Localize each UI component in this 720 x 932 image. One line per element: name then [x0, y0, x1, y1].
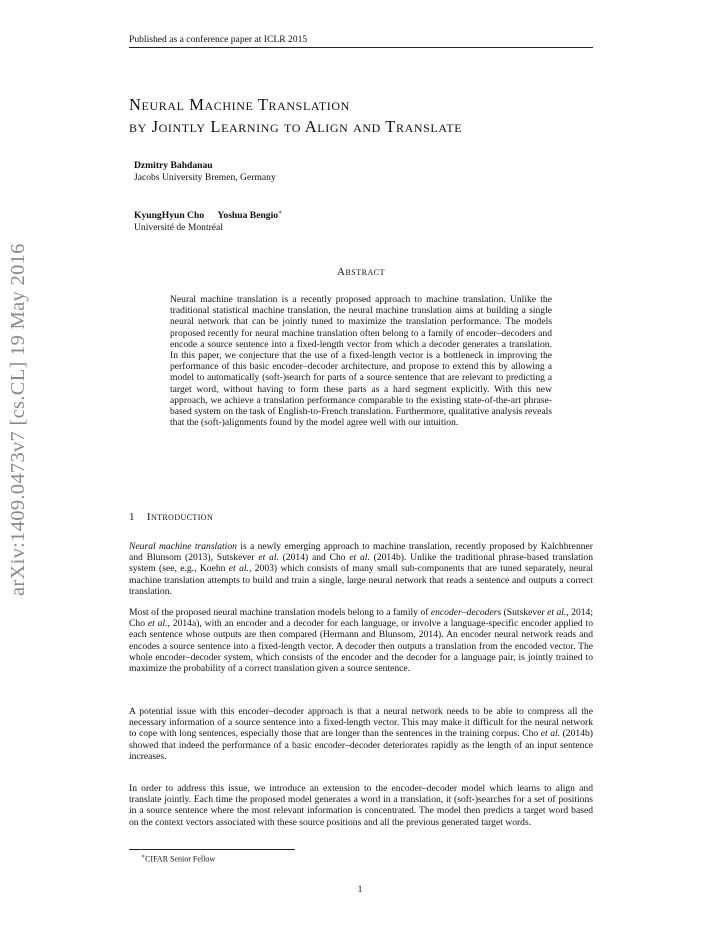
- text-span: is a newly emerging approach to machine translation, recently proposed by Kalchbrenner and Blunsom (2013), Sutskever: [129, 541, 593, 564]
- footnote-rule: [129, 849, 295, 850]
- text-span: A potential issue with this encoder–decoder approach is that a neural network needs to be able to compress all the necessary information of a source sentence into a fixed-length vector. This may make it difficult for the neural network to cope with long sentences, especially those that are longer than the sentences in the training corpus. Cho: [129, 706, 593, 740]
- italic-term: et al.: [540, 728, 561, 740]
- italic-term: et al.: [547, 607, 567, 618]
- author-affiliation: Université de Montréal: [134, 221, 223, 233]
- author-name: Yoshua Bengio: [217, 210, 279, 222]
- paragraph-4: [129, 783, 593, 828]
- paragraph-1: [129, 541, 593, 597]
- abstract-text: Neural machine translation is a recently proposed approach to machine translation. Unlike the traditional statistical machine translation, the neural machine translation aims at building a single neural network that can be jointly tuned to maximize the translation performance. The models proposed recently for neural machine translation often belong to a family of encoder–decoders and encode a source sentence into a fixed-length vector from which a decoder generates a translation. In this paper, we conjecture that the use of a fixed-length vector is a bottleneck in improving the performance of this basic encoder–decoder architecture, and propose to extend this by allowing a model to automatically (soft-)search for parts of a source sentence that are relevant to predicting a target word, without having to form these parts as a hard segment explicitly. With this new approach, we achieve a translation performance comparable to the existing state-of-the-art phrase-based system on the task of English-to-French translation. Furthermore, qualitative analysis reveals that the (soft-)alignments found by the model agree well with our intuition.: [170, 294, 552, 429]
- text-span: (2014b). Unlike the traditional phrase-based translation system (see, e.g., Koehn: [129, 552, 594, 575]
- italic-term: et al.: [349, 552, 370, 564]
- italic-term: et al.: [228, 563, 249, 575]
- text-span: (2014) and Cho: [278, 552, 350, 564]
- section-title: Introduction: [146, 511, 214, 523]
- author-block-first: [134, 160, 276, 183]
- text-span: , 2003) which consists of many small sub-components that are tuned separately, neural machine translation attempts to build and train a single, large neural network that reads a sentence and outputs a correct translation.: [129, 563, 593, 597]
- paragraph-3: [129, 706, 593, 762]
- text-span: , 2014a), with an encoder and a decoder for each language, or involve a language-specific encoder applied to each sentence whose outputs are then compared (Hermann and Blunsom, 2014). An encoder neural network reads and encodes a source sentence into a fixed-length vector. A decoder then outputs a translation from the encoded vector. The whole encoder–decoder system, which consists of the encoder and the decoder for a language pair, is jointly trained to maximize the probability of a correct translation given a source sentence.: [129, 618, 593, 675]
- author-affiliation: Jacobs University Bremen, Germany: [134, 171, 276, 183]
- text-span: (Sutskever: [501, 607, 548, 618]
- section-number: 1: [129, 511, 135, 523]
- section-heading: [129, 511, 213, 523]
- paper-title: [129, 94, 599, 138]
- footnote: [141, 852, 215, 865]
- footnote-marker: ∗: [278, 210, 283, 216]
- title-line-1: Neural Machine Translation: [129, 95, 350, 114]
- footnote-text: CIFAR Senior Fellow: [145, 854, 216, 864]
- text-span: Most of the proposed neural machine translation models belong to a family of: [129, 607, 431, 618]
- text-span: In order to address this issue, we introduce an extension to the encoder–decoder model which learns to align and translate jointly. Each time the proposed model generates a word in a translation, it (soft-)searches for a set of positions in a source sentence where the most relevant information is concentrated. The model then predicts a target word based on the context vectors associated with these source positions and all the previous generated target words.: [129, 783, 593, 828]
- text-span: (2014b) showed that indeed the performance of a basic encoder–decoder deteriorates rapidly as the length of an input sentence increases.: [129, 728, 593, 762]
- text-span: , 2014; Cho: [129, 607, 594, 630]
- paragraph-2: [129, 607, 593, 674]
- author-name: Dzmitry Bahdanau: [134, 160, 213, 171]
- abstract-heading: Abstract: [337, 266, 385, 278]
- footnote-marker: ∗: [141, 854, 146, 860]
- italic-term: Neural machine translation: [129, 541, 237, 552]
- author-name: KyungHyun Cho: [134, 210, 205, 222]
- italic-term: encoder–decoders: [430, 607, 502, 618]
- italic-term: et al.: [147, 618, 168, 630]
- page-number: 1: [357, 884, 363, 895]
- title-line-2: by Jointly Learning to Align and Translate: [129, 117, 463, 136]
- arxiv-identifier: arXiv:1409.0473v7 [cs.CL] 19 May 2016: [7, 243, 29, 596]
- author-block-second: [134, 208, 282, 233]
- italic-term: et al.: [258, 552, 279, 564]
- running-header: Published as a conference paper at ICLR 2015: [129, 34, 593, 48]
